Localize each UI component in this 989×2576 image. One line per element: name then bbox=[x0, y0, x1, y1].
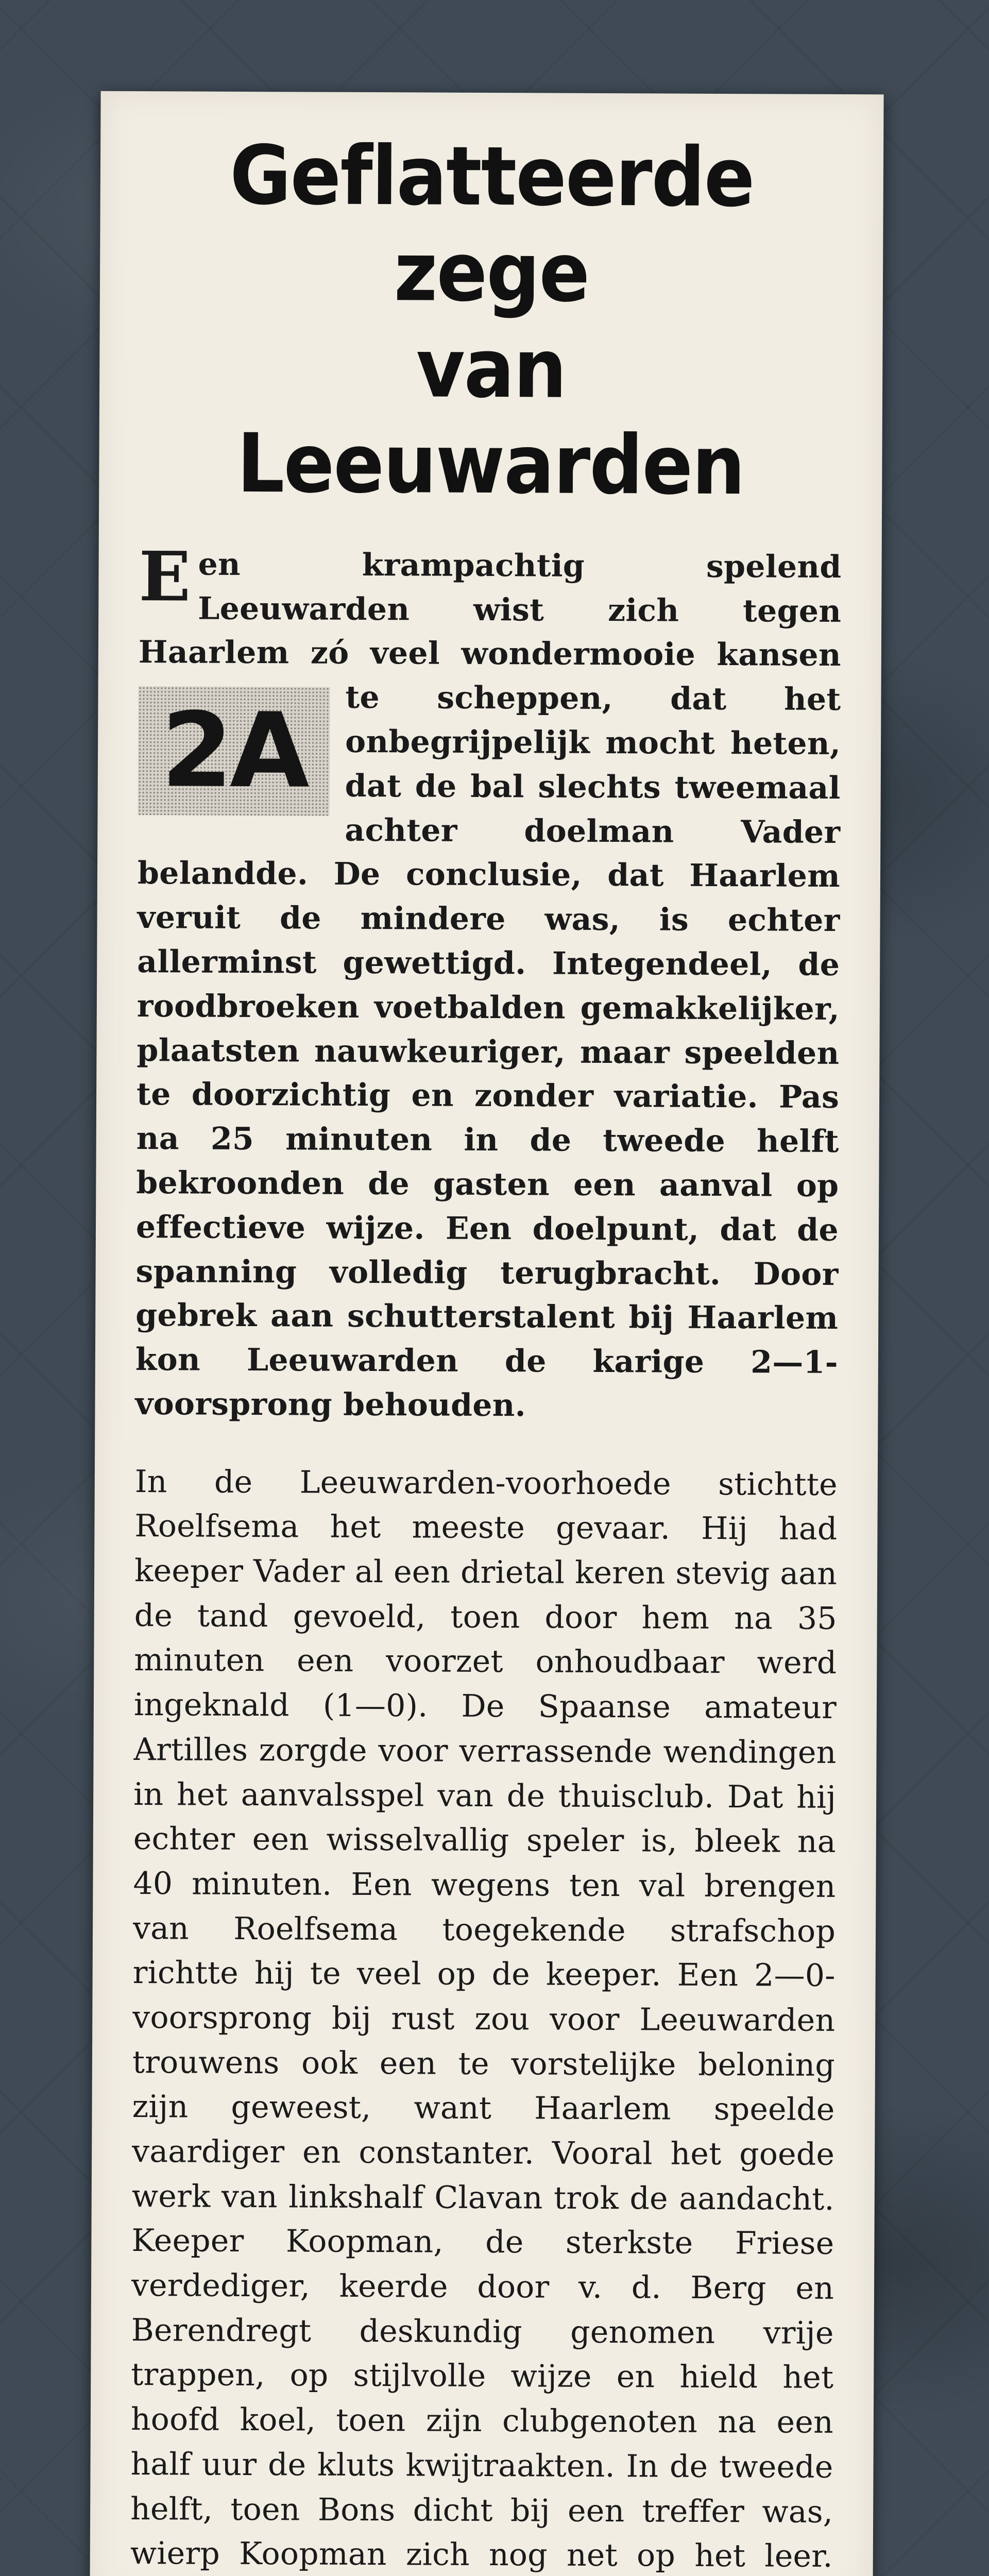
headline bbox=[167, 127, 815, 514]
section-badge-label: 2A bbox=[161, 690, 307, 811]
headline-line-1: Geflatteerde zege bbox=[229, 128, 755, 321]
newspaper-clipping bbox=[90, 91, 883, 2576]
section-badge bbox=[138, 686, 330, 816]
body-paragraph: In de Leeuwarden-voorhoede stichtte Roelfsema het meeste gevaar. Hij had keeper Vader al een drietal keren stevig aan de tand gevoeld, toen door hem na 35 minuten een voorzet onhoudbaar werd ingeknald (1—0). De Spaanse amateur Artilles zorgde voor verrassende wendingen in het aanvalsspel van de thuisclub. Dat hij echter een wisselvallig speler is, bleek na 40 minuten. Een wegens ten val brengen van Roelfsema toegekende strafschop richtte hij te veel op de keeper. Een 2—0-voorsprong bij rust zou voor Leeuwarden trouwens ook een te vorstelijke beloning zijn geweest, want Haarlem speelde vaardiger en constanter. Vooral het goede werk van linkshalf Clavan trok de aandacht. Keeper Koopman, de sterkste Friese verdediger, keerde door v. d. Berg en Berendregt deskundig genomen vrije trappen, op stijlvolle wijze en hield het hoofd koel, toen zijn clubgenoten na een half uur de kluts kwijtraakten. In de tweede helft, toen Bons dicht bij een treffer was, wierp Koopman zich nog net op het leer. bbox=[130, 1463, 838, 2575]
drop-cap: E bbox=[139, 536, 191, 617]
lead-text-part-1: en krampachtig spelend Leeuwarden wist zich tegen Haarlem zó veel wondermooie kansen te scheppen, dat bbox=[138, 546, 842, 718]
lead-paragraph bbox=[135, 536, 842, 1430]
headline-line-2: van Leeuwarden bbox=[236, 321, 745, 514]
lead-text-part-2: het onbegrijpelijk mocht heten, dat de bal slechts tweemaal achter doelman Vader belandde. De conclusie, dat Haarlem veruit de mindere was, is echter allerminst gewettigd. Integendeel, de roodbroeken voetbalden gemakkelijker, plaatsten nauwkeuriger, maar speelden te doorzichtig en zonder variatie. Pas na 25 minuten in de tweede helft bekroonden de gasten een aanval op effectieve wijze. Een doelpunt, dat de spanning volledig terugbracht. Door gebrek aan schutterstalent bij Haarlem kon Leeuwarden de karige 2—1-voorsprong behouden. bbox=[135, 681, 841, 1424]
